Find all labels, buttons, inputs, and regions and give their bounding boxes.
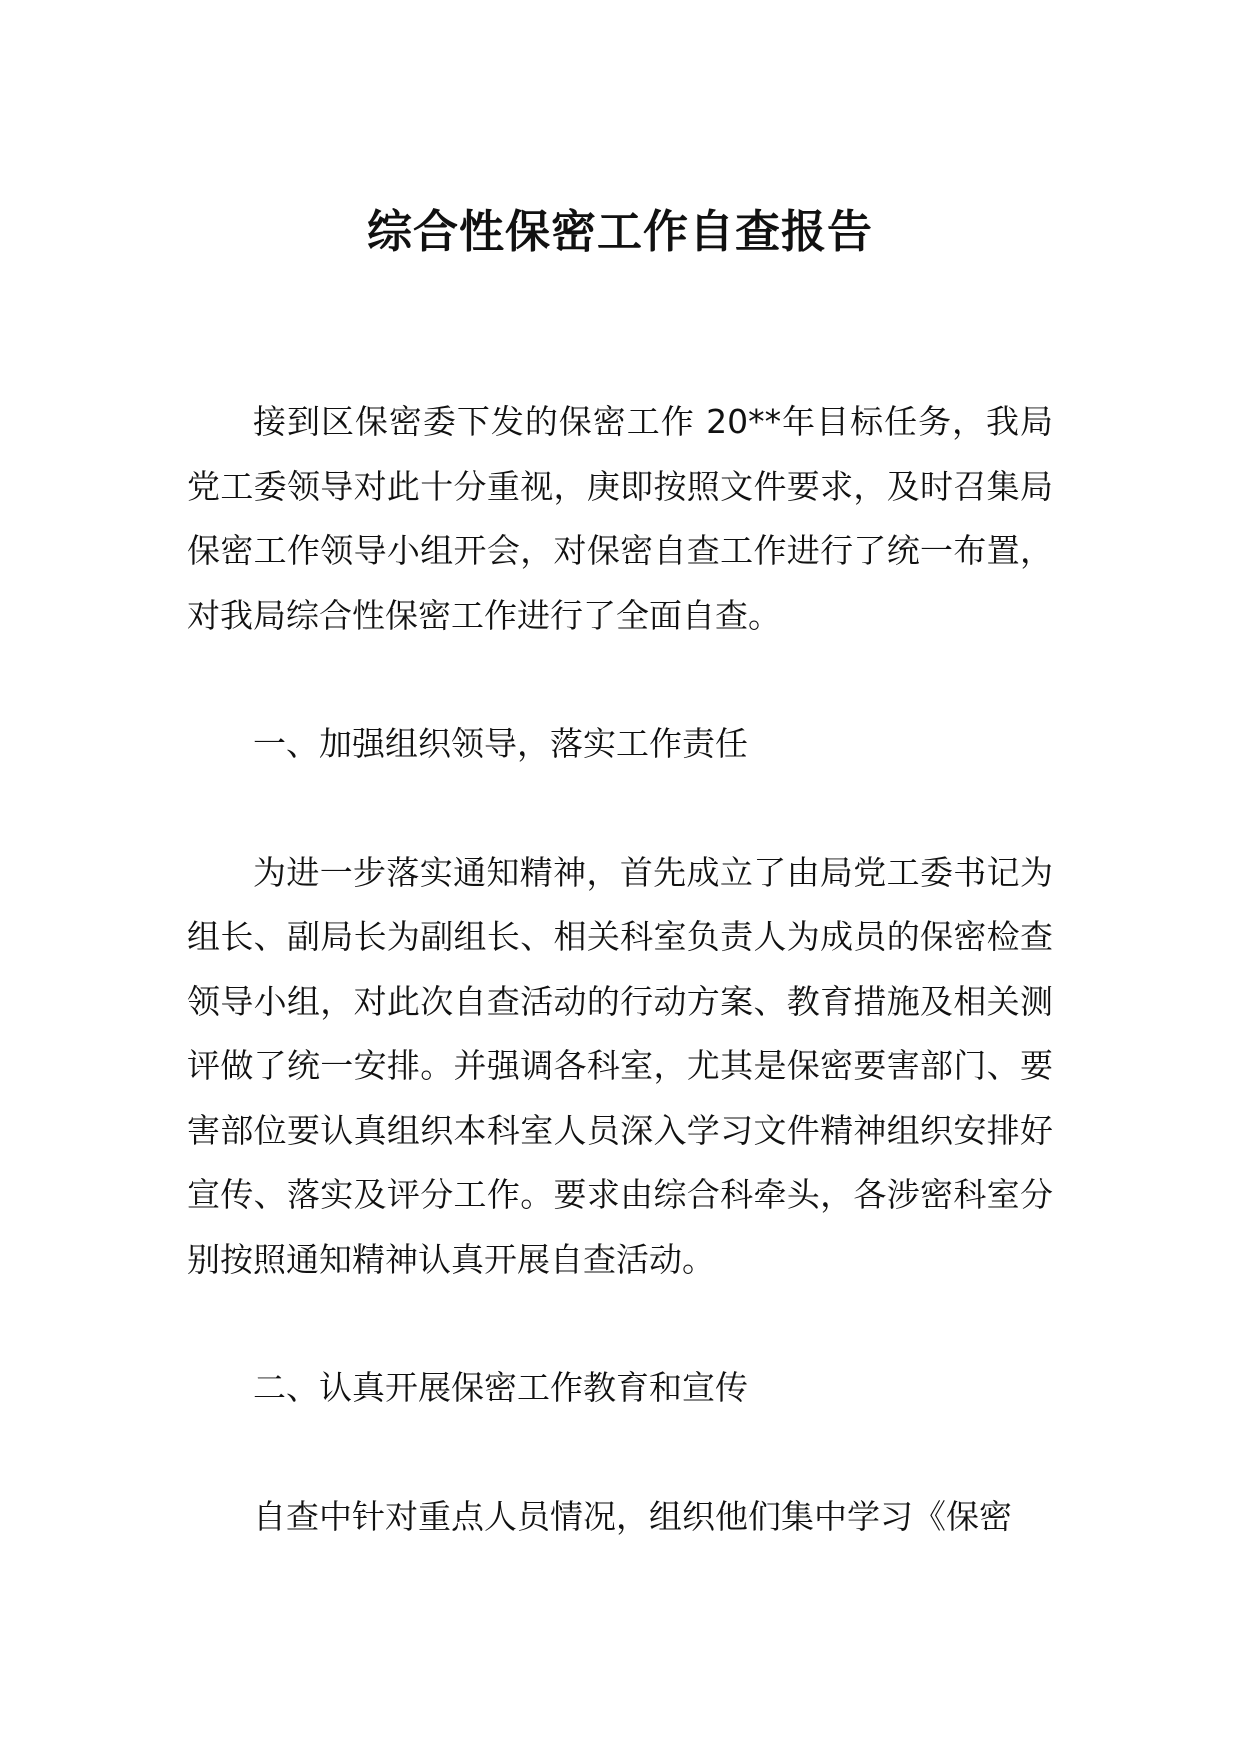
- paragraph-education: 自查中针对重点人员情况，组织他们集中学习《保密: [253, 1496, 1012, 1536]
- paragraph-organization: 为进一步落实通知精神，首先成立了由局党工委书记为组长、副局长为副组长、相关科室负责人为成员的保密检查领导小组，对此次自查活动的行动方案、教育措施及相关测评做了统一安排。并强调各科室，尤其是保密要害部门、要害部位要认真组织本科室人员深入学习文件精神组织安排好宣传、落实及评分工作。要求由综合科牵头，各涉密科室分别按照通知精神认真开展自查活动。: [187, 852, 1053, 1279]
- paragraph-intro: 接到区保密委下发的保密工作 20**年目标任务，我局党工委领导对此十分重视，庚即按照文件要求，及时召集局保密工作领导小组开会，对保密自查工作进行了统一布置，对我局综合性保密工作进行了全面自查。: [187, 402, 1053, 635]
- section-heading-1: 一、加强组织领导，落实工作责任: [253, 724, 748, 763]
- section-heading-2: 二、认真开展保密工作教育和宣传: [253, 1368, 748, 1407]
- document-title: 综合性保密工作自查报告: [366, 205, 873, 258]
- document-body: [187, 390, 1053, 1549]
